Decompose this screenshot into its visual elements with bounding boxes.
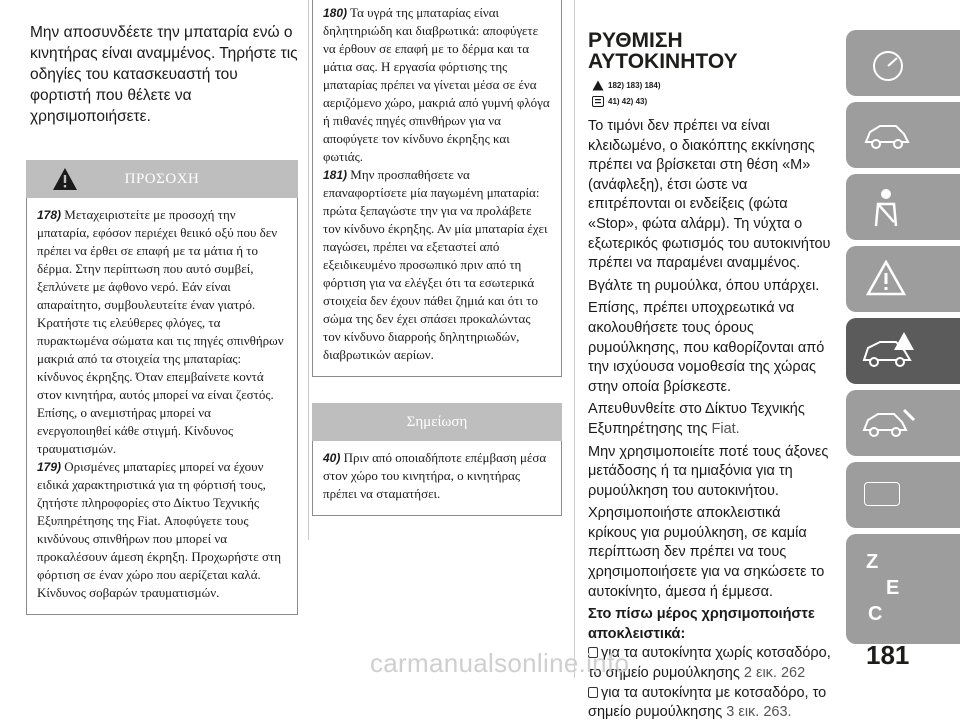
tab-specs[interactable] xyxy=(846,462,960,528)
tab-car-crash[interactable] xyxy=(846,318,960,384)
tab-gauge[interactable] xyxy=(846,30,960,96)
column-right xyxy=(588,0,833,726)
rear-item-2 xyxy=(588,684,833,723)
ref-number: 178) xyxy=(37,208,62,222)
warning-triangle-icon xyxy=(52,167,78,191)
warning-180 xyxy=(323,4,551,166)
rear-item-2-text: για τα αυτοκίνητα με κοτσαδόρο, το σημείο ρυμούλκησης xyxy=(588,684,827,721)
index-letter-z: Z xyxy=(866,551,879,573)
tab-warning[interactable] xyxy=(846,246,960,312)
column-separator-right xyxy=(574,0,575,678)
paragraph-4-text: Απευθυνθείτε στο Δίκτυο Τεχνικής Εξυπηρέτησης της xyxy=(588,401,805,437)
column-separator-left xyxy=(308,0,309,540)
note-refs-text: 41) 42) 43) xyxy=(608,96,648,106)
warning-triangle-icon xyxy=(592,80,604,91)
ref-number: 180) xyxy=(323,6,348,20)
ref-number: 40) xyxy=(323,451,341,465)
warning-box-continued xyxy=(312,0,562,377)
note-header xyxy=(312,403,562,441)
heading-line-2: ΑΥΤΟΚΙΝΗΤΟΥ xyxy=(588,50,738,73)
paragraph-3: Επίσης, πρέπει υποχρεωτικά να ακολουθήσετε τους όρους ρυμούλκησης, που καθορίζονται από την ισχύουσα νομοθεσία της χώρας στην οποία βρίσκεστε. xyxy=(588,300,825,395)
tab-service[interactable] xyxy=(846,390,960,456)
rear-item-1-text: για τα αυτοκίνητα χωρίς κοτσαδόρο, το σημείο ρυμούλκησης xyxy=(588,645,831,682)
warning-header xyxy=(26,160,298,198)
note-40 xyxy=(323,449,551,503)
car-crash-icon xyxy=(858,330,918,372)
paragraph-6: Χρησιμοποιήστε αποκλειστικά κρίκους για ρυμούλκηση, σε καμία περίπτωση δεν πρέπει να τους χρησιμοποιήσετε για να σηκώσετε το αυτοκίνητο, άμεσα ή έμμεσα. xyxy=(588,505,825,600)
alphabet-index-icon xyxy=(860,546,920,626)
column-middle xyxy=(312,0,562,516)
note-refs xyxy=(592,96,833,107)
paragraph-5: Μην χρησιμοποιείτε ποτέ τους άξονες μετάδοσης ή τα ημιαξόνια για τη ρυμούλκηση του αυτοκινήτου. xyxy=(588,443,829,499)
paragraph-1: Το τιμόνι δεν πρέπει να είναι κλειδωμένο, ο διακόπτης εκκίνησης πρέπει να βρίσκεται στη θέση «M» (ανάφλεξη), έτσι ώστε να επιτρέπονται οι ενδείξεις (φώτα «Stop», φώτα αλάρμ). Τη νύχτα ο εξωτερικός φωτισμός του αυτοκινήτου πρέπει να παραμένει αναμμένος. xyxy=(588,118,831,272)
page-number: 181 xyxy=(866,640,910,670)
car-icon xyxy=(862,120,912,150)
intro-paragraph: Μην αποσυνδέετε την μπαταρία ενώ ο κινητήρας είναι αναμμένος. Τηρήστε τις οδηγίες του κατασκευαστή του φορτιστή που θέλετε να χρησιμοποιήσετε. xyxy=(30,24,298,125)
brand-name: Fiat. xyxy=(711,420,740,437)
note-box xyxy=(312,441,562,516)
figure-ref: 2 εικ. 262 xyxy=(743,665,806,682)
wrench-car-icon xyxy=(860,406,916,440)
warning-refs-text: 182) 183) 184) xyxy=(608,80,661,90)
tab-car[interactable] xyxy=(846,102,960,168)
rear-heading: Στο πίσω μέρος χρησιμοποιήστε αποκλειστικά: xyxy=(588,606,815,642)
ref-number: 181) xyxy=(323,168,348,182)
index-letter-e: E xyxy=(886,577,900,599)
warning-181-text: Μην προσπαθήσετε να επαναφορτίσετε μία παγωμένη μπαταρία: πρώτα ξεπαγώστε την για να προλάβετε τον κίνδυνο έκρηξης. Αν μία μπαταρία έχει παγώσει, πρέπει να εξεταστεί από εξειδικευμένο προσωπικό πριν από τη φόρτιση για να ελέγξει ότι τα εσωτερικά στοιχεία δεν έχουν πάθει ζημιά και ότι το σώμα της δεν έχει σπάσει προκαλώντας τον κίνδυνο διαρροής δηλητηριωδών, διαβρωτικών αερίων. xyxy=(323,167,548,362)
gauge-icon xyxy=(868,44,908,82)
heading-line-1: ΡΥΘΜΙΣΗ xyxy=(588,29,683,52)
seatbelt-icon xyxy=(866,186,906,228)
warning-180-text: Τα υγρά της μπαταρίας είναι δηλητηριώδη και διαβρωτικά: αποφύγετε να έρθουν σε επαφή με το δέρμα και τα μάτια σας. Η εργασία φόρτισης της μπαταρίας πρέπει να γίνεται μέσα σε ένα αεριζόμενο χώρο, μακριά από γυμνή φλόγα ή πιθανές πηγές σπινθήρων για να αποφύγετε τον κίνδυνο έκρηξης και φωτιάς. xyxy=(323,5,550,164)
ref-number: 179) xyxy=(37,460,62,474)
warning-178-text: Μεταχειριστείτε με προσοχή την μπαταρία, εφόσον περιέχει θειικό οξύ που δεν πρέπει να έρθει σε επαφή με τα μάτια ή το δέρμα. Στην περίπτωση που αυτό συμβεί, ξεπλύνετε με άφθονο νερό. Εάν είναι απαραίτητο, συμβουλευτείτε έναν γιατρό. Κρατήστε τις ελεύθερες φλόγες, τα πυρακτωμένα σώματα και τις πηγές σπινθήρων μακριά από τα στοιχεία της μπαταρίας: κίνδυνος έκρηξης. Όταν επεμβαίνετε κοντά στον κινητήρα, αυτός μπορεί να είναι ζεστός. Επίσης, ο ανεμιστήρας μπορεί να ενεργοποιηθεί κάθε στιγμή. Κίνδυνος τραυματισμών. xyxy=(37,207,284,456)
tab-index[interactable] xyxy=(846,534,960,644)
body-text xyxy=(588,117,833,723)
paragraph-2: Βγάλτε τη ρυμούλκα, όπου υπάρχει. xyxy=(588,277,820,294)
column-left xyxy=(26,0,298,615)
warning-triangle-icon xyxy=(866,260,906,296)
warning-178 xyxy=(37,206,287,458)
warning-179 xyxy=(37,458,287,602)
note-40-text: Πριν από οποιαδήποτε επέμβαση μέσα στον χώρο του κινητήρα, ο κινητήρας πρέπει να σταματήσει. xyxy=(323,450,547,501)
warning-181 xyxy=(323,166,551,364)
tab-seatbelt[interactable] xyxy=(846,174,960,240)
section-heading xyxy=(588,30,833,72)
specs-icon xyxy=(864,482,900,506)
figure-ref: 3 εικ. 263. xyxy=(726,704,792,721)
note-icon xyxy=(592,96,604,107)
warning-refs xyxy=(592,80,833,91)
bullet-icon xyxy=(588,687,598,698)
index-letter-c: C xyxy=(868,603,883,625)
warning-179-text: Ορισμένες μπαταρίες μπορεί να έχουν ειδικά χαρακτηριστικά για τη φόρτισή τους, ζητήστε πληροφορίες στο Δίκτυο Τεχνικής Εξυπηρέτησης της Fiat. Αποφύγετε τους κινδύνους σπινθήρων που μπορεί να προκαλέσουν άμεση έκρηξη. Προχωρήστε στη φόρτιση σε έναν χώρο που αερίζεται καλά. Κίνδυνος σοβαρών τραυματισμών. xyxy=(37,459,281,600)
note-title: Σημείωση xyxy=(406,413,468,430)
paragraph-4 xyxy=(588,400,833,439)
warning-box xyxy=(26,198,298,615)
warning-title: ΠΡΟΣΟΧΗ xyxy=(124,170,200,187)
watermark: carmanualsonline.info xyxy=(370,648,630,678)
